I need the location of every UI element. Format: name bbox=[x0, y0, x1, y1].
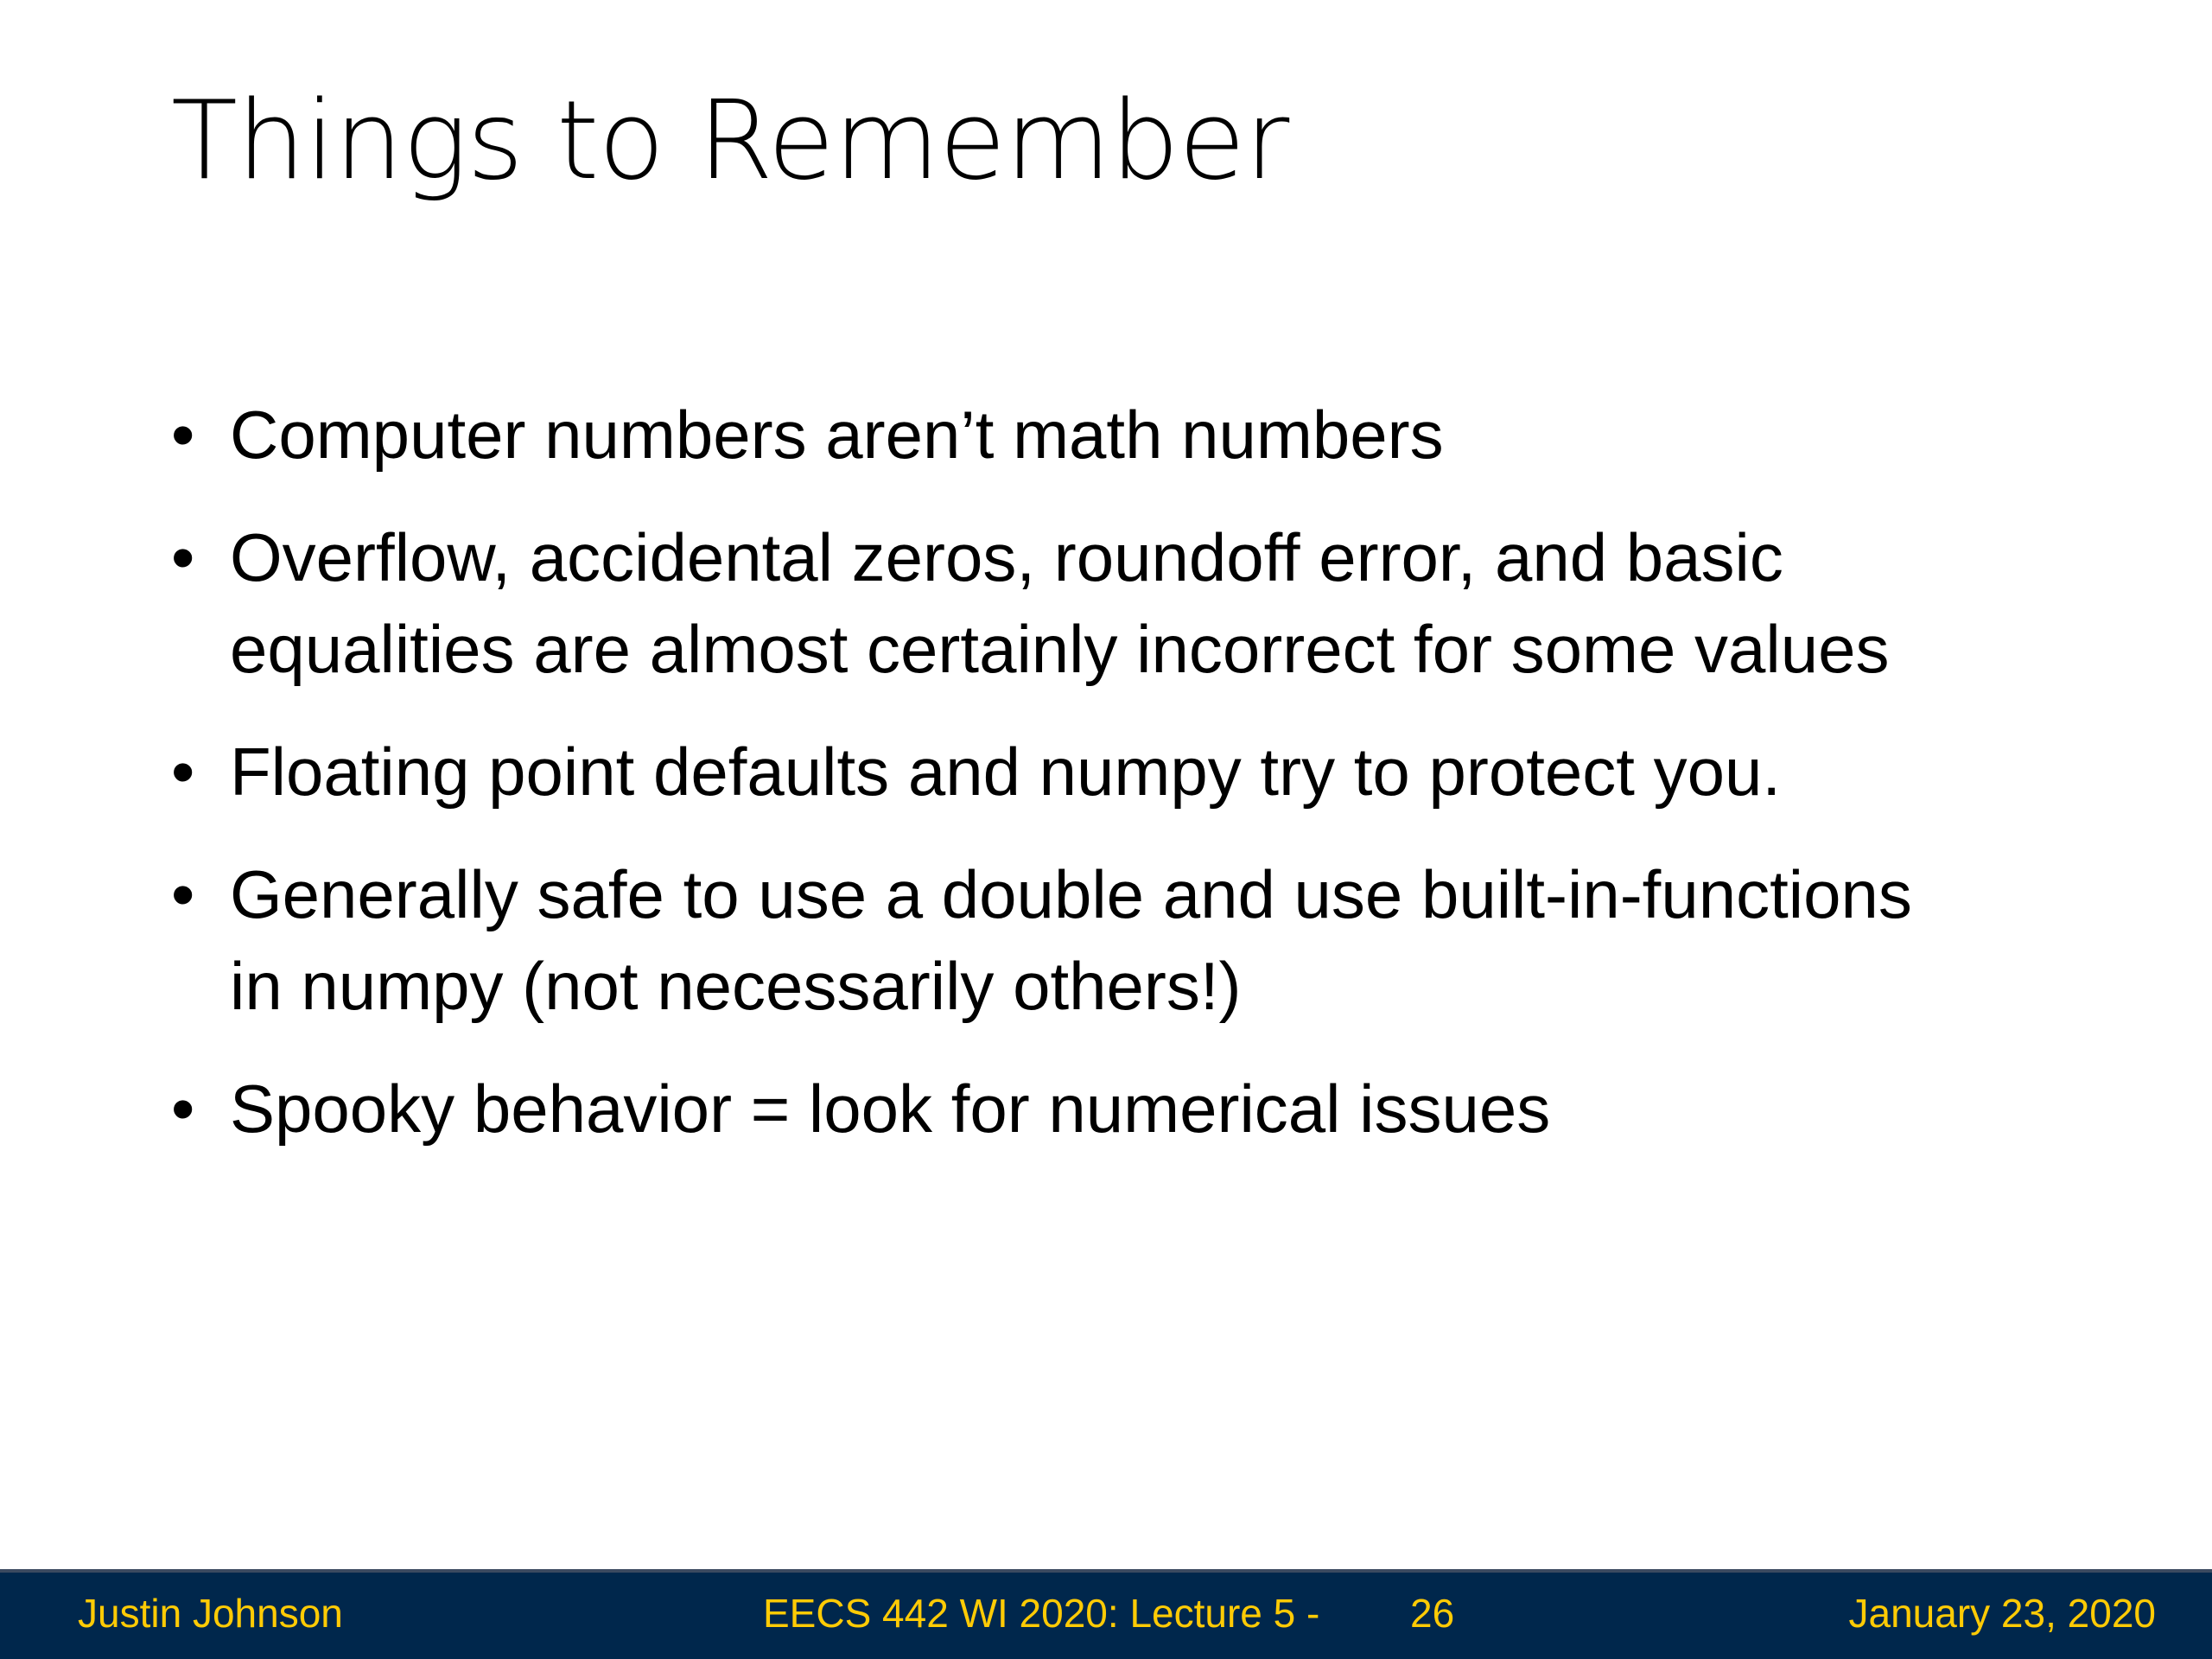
bullet-text: Overflow, accidental zeros, roundoff error, and basic equalities are almost certainly incorrect for some values bbox=[230, 519, 1890, 687]
footer-course: EECS 442 WI 2020: Lecture 5 - bbox=[763, 1591, 1320, 1636]
bullet-item bbox=[171, 389, 1872, 480]
bullet-icon: • bbox=[171, 397, 195, 473]
bullet-text: Computer numbers aren’t math numbers bbox=[230, 397, 1444, 473]
bullet-icon: • bbox=[171, 734, 195, 810]
bullet-item bbox=[171, 512, 1958, 695]
bullet-icon: • bbox=[171, 1071, 195, 1147]
bullet-item bbox=[171, 849, 1958, 1032]
bullet-text: Spooky behavior = look for numerical issues bbox=[230, 1071, 1551, 1147]
slide-title: Things to Remember bbox=[171, 77, 1289, 204]
bullet-item bbox=[171, 726, 1958, 817]
bullet-text: Generally safe to use a double and use built-in-functions in numpy (not necessarily others!) bbox=[230, 856, 1912, 1024]
bullet-list bbox=[171, 389, 2037, 1185]
bullet-item bbox=[171, 1063, 2044, 1154]
footer-page-number: 26 bbox=[1410, 1591, 1455, 1636]
slide-footer bbox=[0, 1569, 2212, 1659]
bullet-icon: • bbox=[171, 519, 195, 595]
footer-date: January 23, 2020 bbox=[1848, 1591, 2156, 1636]
bullet-text: Floating point defaults and numpy try to protect you. bbox=[230, 734, 1782, 810]
bullet-icon: • bbox=[171, 856, 195, 932]
footer-author: Justin Johnson bbox=[78, 1591, 343, 1636]
